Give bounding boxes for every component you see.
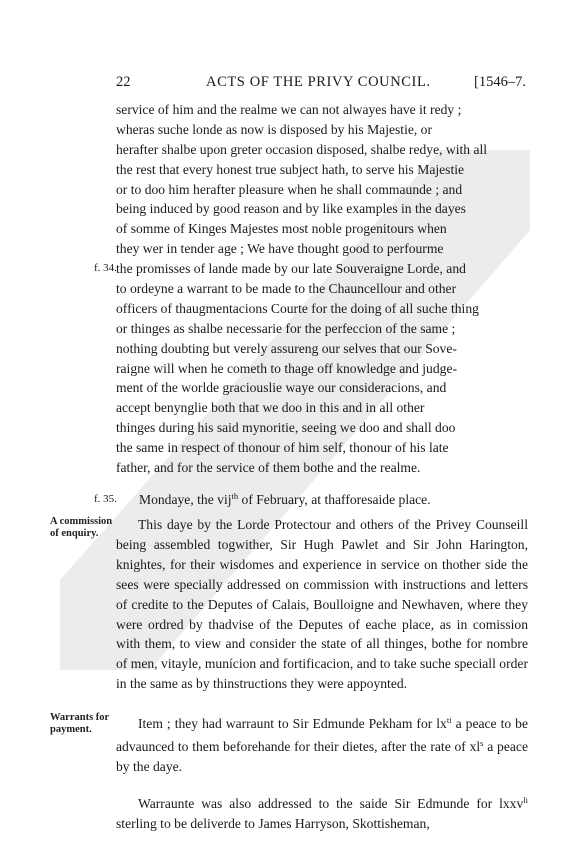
text-line: of somme of Kinges Majestes most noble progenitours when — [116, 221, 447, 237]
superscript: li — [523, 795, 528, 805]
text-line: wheras suche londe as now is disposed by his Majestie, or — [116, 121, 433, 137]
text-run: Warraunte was also addressed to the saide Sir Edmunde for lxxv — [138, 796, 524, 811]
paragraph-warraunte — [116, 791, 528, 834]
text-line: or thinges as shalbe necessarie for the perfeccion of the same ; — [116, 320, 456, 336]
text-line: ment of the worlde graciouslie waye our consideracions, and — [116, 380, 447, 396]
folio-reference: f. 35. — [94, 493, 117, 505]
text-line: being induced by good reason and by like examples in the dayes — [116, 201, 466, 217]
heading-text: Mondaye, the vij — [139, 492, 232, 507]
text-line: or to doo him herafter pleasure when he shall commaunde ; and — [116, 181, 463, 197]
text-run: sterling to be deliverde to James Harryson, Skottisheman, — [116, 815, 430, 831]
text-line: the same in respect of thonour of him self, thonour of his late — [116, 440, 449, 456]
superscript: ti — [446, 715, 452, 725]
running-title: ACTS OF THE PRIVY COUNCIL. — [206, 74, 431, 90]
paragraph-continuation — [116, 100, 528, 478]
text-run: a peace to be advaunced to them beforehande for their dietes, after the rate of xl — [116, 716, 528, 754]
text-line: raigne will when he cometh to thage off knowledge and judge- — [116, 360, 457, 376]
superscript: s — [480, 737, 484, 748]
year-range: [1546–7. — [474, 74, 526, 90]
paragraph-warrant-item — [116, 711, 528, 777]
text-line: service of him and the realme we can not alwayes have it redy ; — [116, 102, 462, 117]
paragraph-commission: This daye by the Lorde Protectour and others of the Privey Counseill being assembled togwither, Sir Hugh Pawlet and Sir John Harington, knightes, for their wisdomes and experience in service on thother side the sees were specially addressed on commission with instructions and letters of credite to the Deputes of Calais, Boulloigne and Newhaven, where they were ordred by thadvise of the Deputes of eache place, as in comission with them, to view and consider the state of all thinges, bothe for nombre of men, vitayle, munícion and fortificacion, and to take suche speciall order in the same as by thinstructions they were appoynted. — [116, 517, 528, 692]
text-run: a peace by the daye. — [116, 738, 528, 774]
meeting-heading — [139, 491, 431, 508]
text-line: the rest that every honest true subject hath, to serve his Majestie — [116, 161, 465, 177]
heading-superscript: th — [231, 491, 239, 501]
text-line: accept benynglie both that we doo in this and in all other — [116, 400, 425, 416]
text-line: nothing doubting but verely assureng our selves that our Sove- — [116, 340, 457, 356]
marginal-note-warrants: Warrants for payment. — [50, 712, 110, 735]
text-line: officers of thaugmentacions Courte for the doing of all suche thing — [116, 300, 479, 316]
text-line: thinges during his said mynoritie, seeing we doo and shall doo — [116, 420, 456, 436]
text-run: Item ; they had warraunt to Sir Edmunde Pekham for lx — [138, 716, 447, 731]
text-line: father, and for the service of them bothe and the realme. — [116, 460, 421, 476]
marginal-note-commission: A commission of enquiry. — [50, 516, 113, 539]
text-line: the promisses of lande made by our late Souveraigne Lorde, and — [116, 261, 466, 277]
text-line: to ordeyne a warrant to be made to the Chauncellour and other — [116, 281, 457, 297]
text-line: they wer in tender age ; We have thought good to perfourme — [116, 241, 444, 257]
page-number: 22 — [116, 74, 131, 90]
heading-text-tail: of February, at thafforesaide place. — [238, 492, 431, 507]
text-line: herafter shalbe upon greter occasion disposed, shalbe redye, with all — [116, 141, 488, 157]
running-header — [116, 74, 526, 94]
folio-reference: f. 34. — [94, 262, 117, 274]
